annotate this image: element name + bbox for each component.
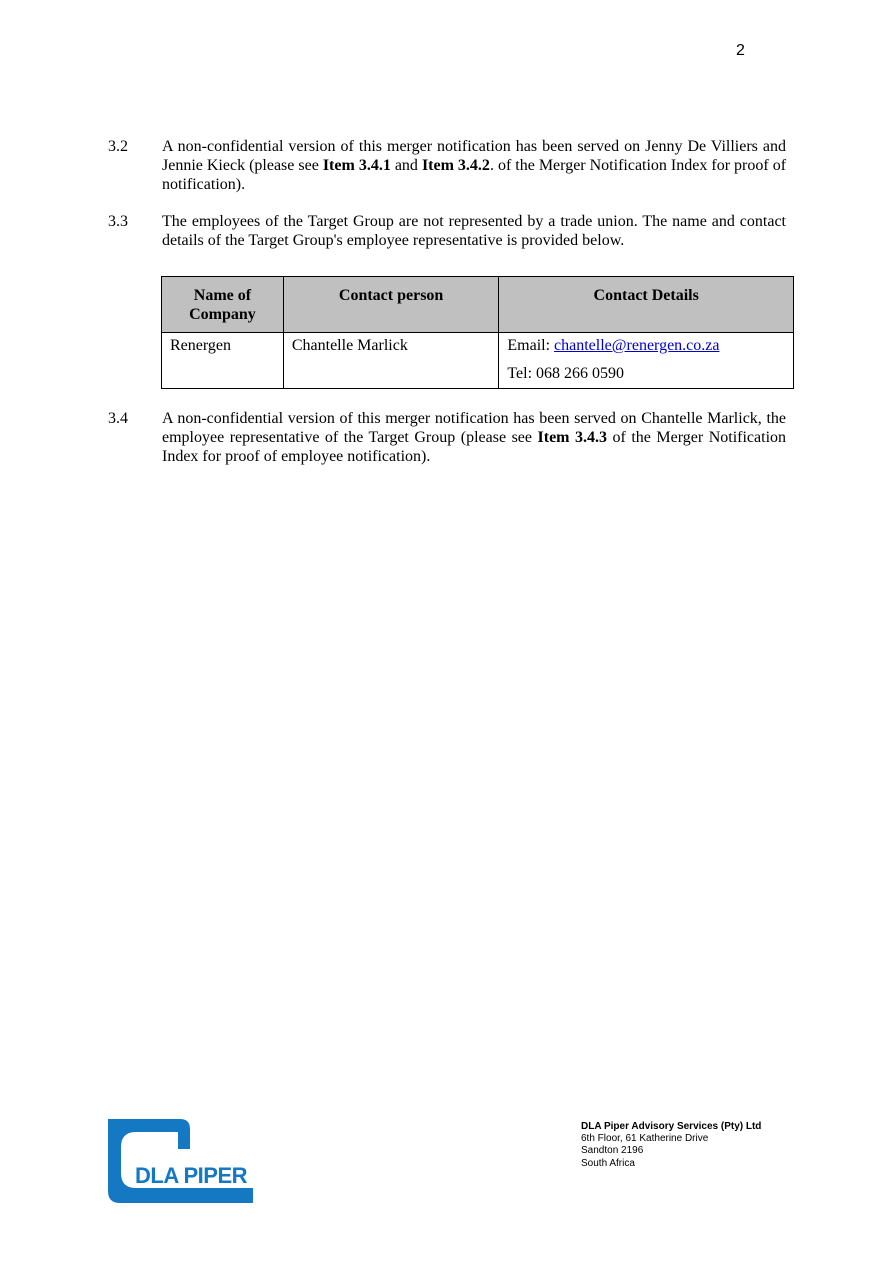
employee-representative-table xyxy=(161,276,794,389)
email-line xyxy=(507,336,785,355)
logo-wordmark: DLA PIPER xyxy=(135,1163,248,1188)
header-contact-details: Contact Details xyxy=(499,277,794,333)
cell-contact-person: Chantelle Marlick xyxy=(283,333,499,389)
cell-company: Renergen xyxy=(162,333,284,389)
header-contact-person: Contact person xyxy=(283,277,499,333)
paragraph-3-3 xyxy=(108,212,786,250)
item-reference: Item 3.4.1 xyxy=(322,157,391,175)
header-name-of-company: Name of Company xyxy=(162,277,284,333)
telephone-line: Tel: 068 266 0590 xyxy=(507,365,625,382)
address-line: 6th Floor, 61 Katherine Drive xyxy=(581,1133,709,1145)
dla-piper-logo-icon xyxy=(108,1119,253,1203)
paragraph-number: 3.2 xyxy=(108,138,128,155)
page-number: 2 xyxy=(736,42,745,59)
text-run: A non-confidential version of this merger notification has been served on Chantelle Marlick, the employee representative of the Target Group (please see xyxy=(162,410,786,447)
text-run: and xyxy=(390,157,422,175)
firm-name: DLA Piper Advisory Services (Pty) Ltd xyxy=(581,1121,762,1132)
text-run: of the Merger Notification Index for proof of employee notification). xyxy=(162,429,787,466)
paragraph-text xyxy=(162,137,786,195)
firm-address xyxy=(581,1121,761,1170)
paragraph-number: 3.3 xyxy=(108,213,128,230)
text-run: A non-confidential version of this merger notification has been served on Jenny De Villiers and Jennie Kieck (please see xyxy=(162,138,786,175)
table-row xyxy=(162,333,794,389)
paragraph-number: 3.4 xyxy=(108,410,128,427)
text-run: . of the Merger Notification Index for proof of notification). xyxy=(162,157,787,194)
item-reference: Item 3.4.2 xyxy=(421,157,490,175)
email-link[interactable]: chantelle@renergen.co.za xyxy=(554,337,720,354)
table-header-row xyxy=(162,277,794,333)
paragraph-text xyxy=(162,409,786,467)
paragraph-text: The employees of the Target Group are not represented by a trade union. The name and contact details of the Target Group's employee representative is provided below. xyxy=(162,213,786,250)
address-line: Sandton 2196 xyxy=(581,1145,644,1157)
item-reference: Item 3.4.3 xyxy=(537,429,608,447)
address-line: South Africa xyxy=(581,1157,635,1169)
email-label: Email: xyxy=(507,337,555,354)
paragraph-3-2 xyxy=(108,137,786,195)
cell-contact-details xyxy=(499,333,794,389)
paragraph-3-4 xyxy=(108,409,786,467)
